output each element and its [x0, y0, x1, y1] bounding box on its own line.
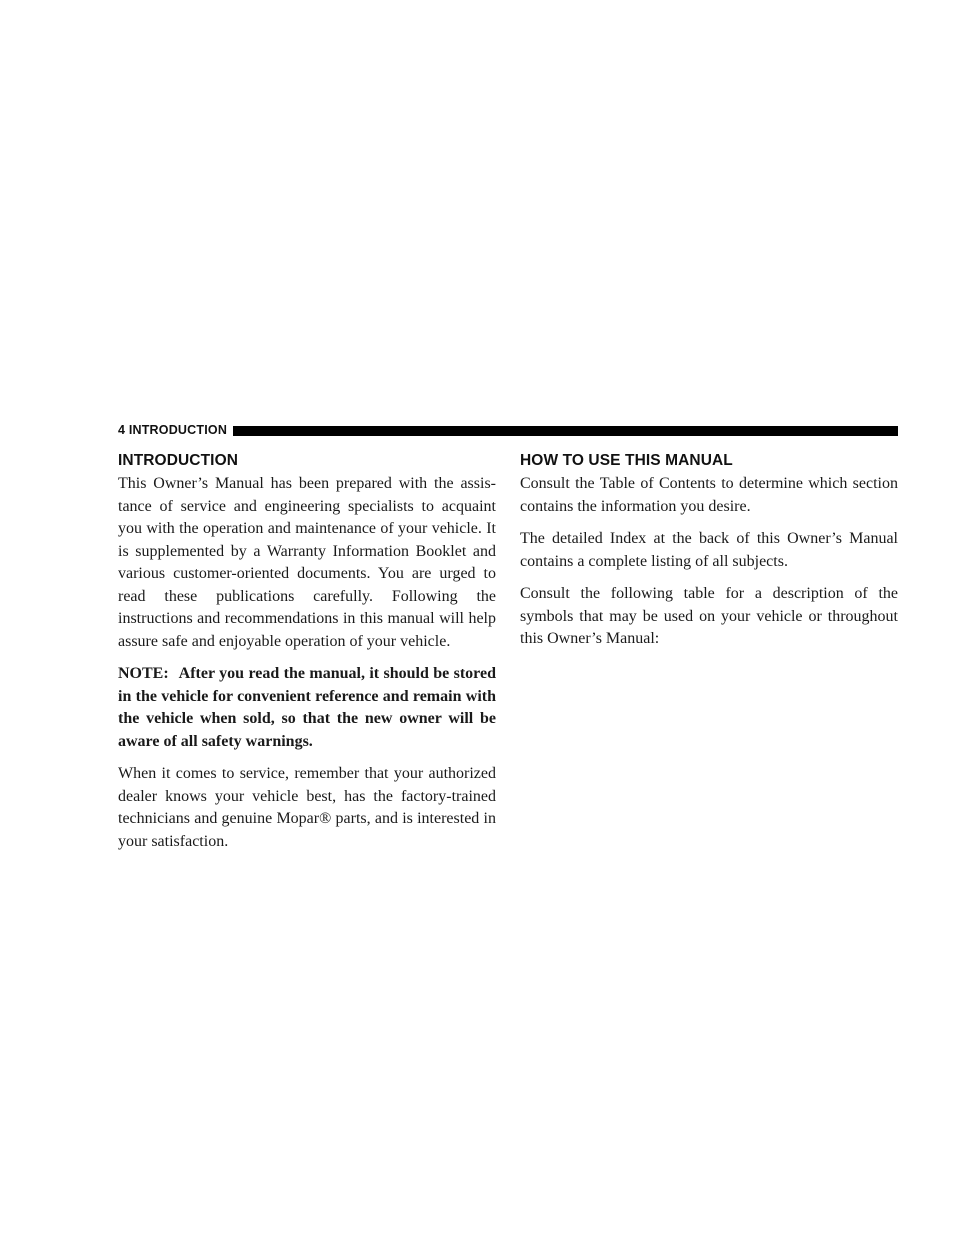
left-column: [118, 452, 496, 863]
how-to-use-heading: HOW TO USE THIS MANUAL: [520, 452, 733, 469]
note-body: After you read the manual, it should be stored in the vehicle for convenient reference and remain with the vehicle when sold, so that the new owner will be aware of all safety warnings.: [118, 665, 496, 750]
note-label: NOTE:: [118, 665, 169, 682]
symbols-paragraph: Consult the following table for a description of the symbols that may be used on your vehicle or throughout this Owner’s Manual:: [520, 585, 898, 647]
introduction-paragraph: This Owner’s Manual has been prepared with the assis- tance of service and engineering specialists to acquaint you with the operation and maintenance of your vehicle. It is supplemented by a Warranty Information Booklet and various customer-oriented documents. You are urged to read these publications carefully. Following the instructions and recommendations in this manual will help assure safe and enjoyable operation of your vehicle.: [118, 475, 496, 650]
header-rule-bar: [233, 426, 898, 436]
introduction-heading: INTRODUCTION: [118, 452, 239, 469]
note-paragraph: [118, 663, 496, 753]
table-of-contents-paragraph: Consult the Table of Contents to determine which section contains the information you desire.: [520, 475, 898, 515]
service-paragraph: When it comes to service, remember that your authorized dealer knows your vehicle best, has the factory-trained technicians and genuine Mopar® parts, and is interested in your satisfaction.: [118, 765, 496, 850]
index-paragraph: The detailed Index at the back of this Owner’s Manual contains a complete listing of all subjects.: [520, 530, 898, 570]
right-column: [520, 452, 898, 661]
page-header: [118, 420, 898, 440]
page-number-section-label: 4 INTRODUCTION: [118, 423, 228, 437]
